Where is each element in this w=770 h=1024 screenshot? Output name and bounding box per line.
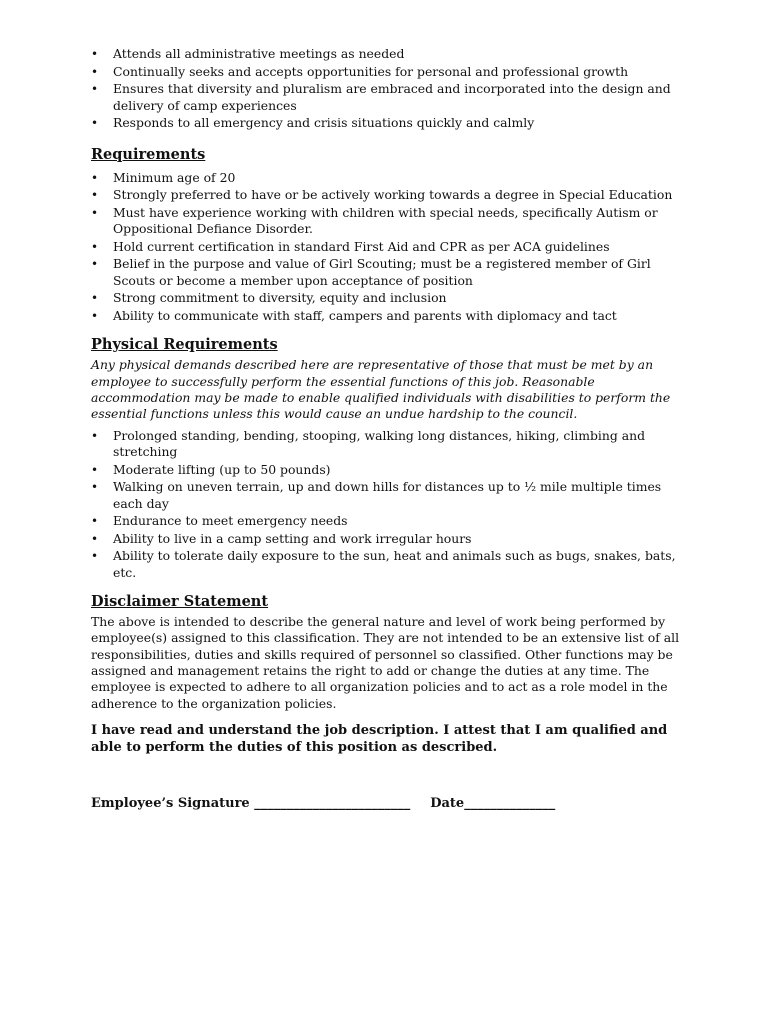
- list-item: • Ability to communicate with staff, campers and parents with diplomacy and tact: [91, 308, 691, 324]
- disclaimer-heading: Disclaimer Statement: [91, 593, 269, 611]
- list-item: • Ability to live in a camp setting and work irregular hours: [91, 531, 691, 547]
- physical-requirements-list: [91, 428, 691, 582]
- list-item: • Belief in the purpose and value of Girl Scouting; must be a registered member of Girl Scouts or become a member upon acceptance of position: [91, 256, 691, 289]
- list-item: • Moderate lifting (up to 50 pounds): [91, 462, 691, 478]
- list-item: • Ensures that diversity and pluralism are embraced and incorporated into the design and delivery of camp experiences: [91, 81, 691, 114]
- list-item: • Walking on uneven terrain, up and down hills for distances up to ½ mile multiple times each day: [91, 479, 691, 512]
- physical-requirements-heading: Physical Requirements: [91, 336, 278, 354]
- list-item: • Prolonged standing, bending, stooping, walking long distances, hiking, climbing and stretching: [91, 428, 691, 461]
- duties-list: [91, 46, 691, 132]
- requirements-list: [91, 170, 691, 325]
- list-item: • Strongly preferred to have or be actively working towards a degree in Special Education: [91, 187, 691, 203]
- list-item: • Endurance to meet emergency needs: [91, 513, 691, 529]
- list-item: • Minimum age of 20: [91, 170, 691, 186]
- employee-signature-line[interactable]: Employee’s Signature ________________________: [91, 795, 411, 811]
- requirements-heading: Requirements: [91, 145, 206, 163]
- signature-row: [91, 796, 691, 811]
- date-line[interactable]: Date______________: [430, 795, 556, 811]
- list-item: • Must have experience working with children with special needs, specifically Autism or Oppositional Defiance Disorder.: [91, 205, 691, 238]
- list-item: • Continually seeks and accepts opportunities for personal and professional growth: [91, 64, 691, 80]
- physical-requirements-intro: Any physical demands described here are representative of those that must be met by an employee to successfully perform the essential functions of this job. Reasonable accommodation may be made to enable qualified individuals with disabilities to perform the essential functions unless this would cause an undue hardship to the council.: [91, 357, 671, 422]
- list-item: • Ability to tolerate daily exposure to the sun, heat and animals such as bugs, snakes, bats, etc.: [91, 548, 691, 581]
- list-item: • Strong commitment to diversity, equity and inclusion: [91, 290, 691, 306]
- list-item: • Attends all administrative meetings as needed: [91, 46, 691, 62]
- document-page: [91, 46, 691, 811]
- disclaimer-text: The above is intended to describe the general nature and level of work being performed by employee(s) assigned to this classification. They are not intended to be an extensive list of all responsibilities, duties and skills required of personnel so classified. Other functions may be assigned and management retains the right to add or change the duties at any time. The employee is expected to adhere to all organization policies and to act as a role model in the adherence to the organization policies.: [91, 614, 680, 711]
- attestation-statement: I have read and understand the job description. I attest that I am qualified and able to perform the duties of this position as described.: [91, 722, 668, 755]
- list-item: • Responds to all emergency and crisis situations quickly and calmly: [91, 115, 691, 131]
- list-item: • Hold current certification in standard First Aid and CPR as per ACA guidelines: [91, 239, 691, 255]
